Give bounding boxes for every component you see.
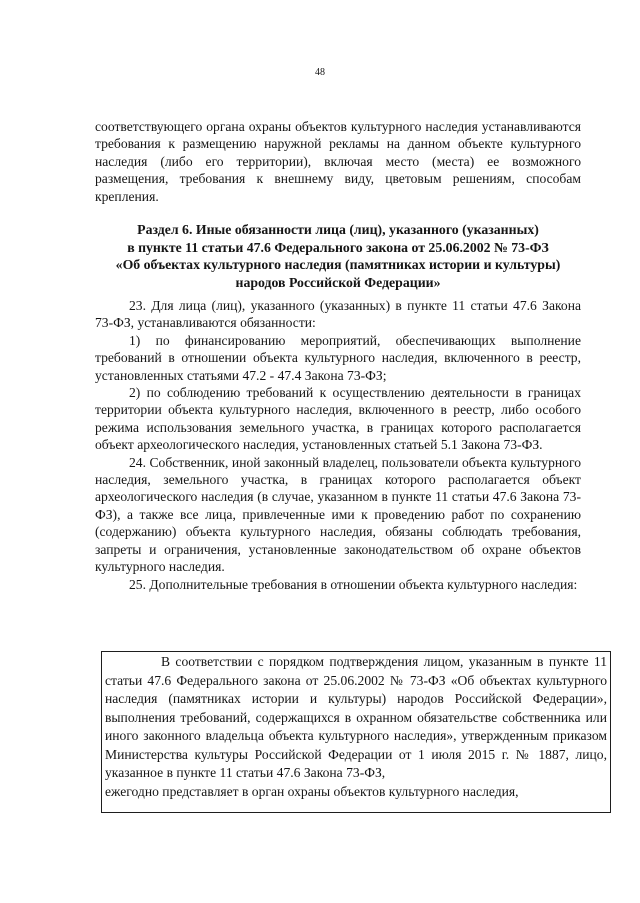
paragraph-25: 25. Дополнительные требования в отношении объекта культурного наследия: [129, 576, 578, 592]
intro-paragraph: соответствующего органа охраны объектов культурного наследия устанавливаются требования к размещению наружной рекламы на данном объекте культурного наследия (либо его территории), включая место (места) ее возможного размещения, требования к внешнему виду, цветовым решениям, способам крепления. [95, 119, 581, 204]
section-heading-line-2: в пункте 11 статьи 47.6 Федерального закона от 25.06.2002 № 73-ФЗ [127, 239, 549, 255]
section-heading-line-3: «Об объектах культурного наследия (памятниках истории и культуры) [115, 257, 561, 273]
paragraph-23-item-1: 1) по финансированию мероприятий, обеспечивающих выполнение требований в отношении объекта культурного наследия, включенного в реестр, установленных статьями 47.2 - 47.4 Закона 73-ФЗ; [95, 332, 581, 383]
page-number: 48 [315, 67, 325, 78]
section-heading [95, 221, 581, 291]
paragraph-23-item-2: 2) по соблюдению требований к осуществлению деятельности в границах территории объекта культурного наследия, включенного в реестр, либо особого режима использования земельного участка, в границах которого располагается объект археологического наследия, установленных статьей 5.1 Закона 73-ФЗ. [95, 385, 581, 453]
requirements-box [101, 651, 611, 813]
paragraph-24: 24. Собственник, иной законный владелец, пользователи объекта культурного наследия, земельного участка, в границах которого располагается объект археологического наследия (в случае, указанном в пункте 11 статьи 47.6 Закона 73-ФЗ), а также все лица, привлеченные ими к проведению работ по сохранению (содержанию) объекта культурного наследия, обязаны соблюдать требования, запреты и ограничения, установленные законодательством об охране объектов культурного наследия. [95, 454, 581, 575]
requirements-box-last-line: ежегодно представляет в орган охраны объектов культурного наследия, [105, 783, 519, 799]
section-heading-line-4: народов Российской Федерации» [235, 274, 441, 290]
requirements-box-text: В соответствии с порядком подтверждения лицом, указанным в пункте 11 статьи 47.6 Федерального закона от 25.06.2002 № 73-ФЗ «Об объектах культурного наследия (памятниках истории и культуры) народов Российской Федерации», выполнения требований, содержащихся в охранном обязательстве собственника или иного законного владельца объекта культурного наследия», утвержденным приказом Министерства культуры Российской Федерации от 1 июля 2015 г. № 1887, лицо, указанное в пункте 11 статьи 47.6 Закона 73-ФЗ, [105, 654, 607, 780]
section-heading-line-1: Раздел 6. Иные обязанности лица (лиц), указанного (указанных) [137, 222, 539, 237]
intro-paragraph-block [95, 118, 581, 205]
paragraph-23: 23. Для лица (лиц), указанного (указанных) в пункте 11 статьи 47.6 Закона 73-ФЗ, устанавливаются обязанности: [95, 298, 581, 331]
section-body [95, 297, 581, 593]
